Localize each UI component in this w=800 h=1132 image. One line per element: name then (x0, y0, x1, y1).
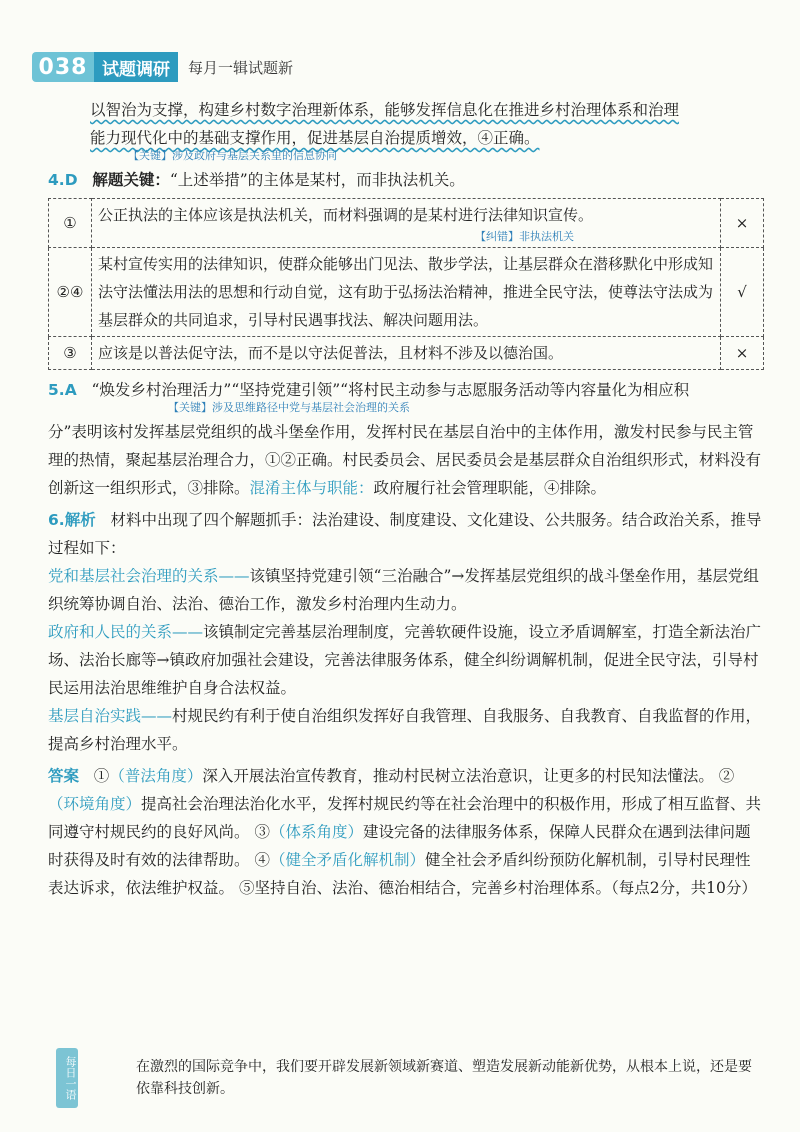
row-text: 公正执法的主体应该是执法机关，而材料强调的是某村进行法律知识宣传。 【纠错】非执法机关 (92, 199, 721, 248)
question-4-header: 4.D 解题关键：“上述举措”的主体是某村，而非执法机关。 (48, 171, 465, 189)
analysis-point: 党和基层社会治理的关系——该镇坚持党建引领“三治融合”→发挥基层党组织的战斗堡垒作用，基层党组织统筹协调自治、法治、德治工作，激发乡村治理内生动力。 (48, 567, 759, 613)
question-5-line-1: 5.A “焕发乡村治理活力”“坚持党建引领”“将村民主动参与志愿服务活动等内容量化为相应积 (48, 381, 690, 399)
question-5-note: 【关键】涉及思维路径中党与基层社会治理的关系 (168, 401, 410, 414)
check-mark: √ (721, 248, 764, 337)
table-row (49, 248, 764, 337)
analysis-point: 政府和人民的关系——该镇制定完善基层治理制度，完善软硬件设施，设立矛盾调解室，打造全新法治广场、法治长廊等→镇政府加强社会建设，完善法律服务体系，健全纠纷调解机制，促进全民守法，引导村民运用法治思维维护自身合法权益。 (48, 623, 762, 697)
daily-quote-tab: 每日一语 (56, 1048, 78, 1108)
intro-note: 【关键】涉及政府与基层关系里的信息协同 (128, 149, 337, 162)
question-6-intro: 6.解析 材料中出现了四个解题抓手：法治建设、制度建设、文化建设、公共服务。结合政治关系，推导过程如下： (48, 511, 762, 557)
question-5-body: 分”表明该村发挥基层党组织的战斗堡垒作用，发挥村民在基层自治中的主体作用，激发村民参与民主管理的热情，聚起基层治理合力，①②正确。村民委员会、居民委员会是基层群众自治组织形式，材料没有创新这一组织形式，③排除。混淆主体与职能：政府履行社会管理职能，④排除。 (48, 423, 762, 497)
page-number: 038 (32, 52, 94, 82)
row-label: ②④ (49, 248, 92, 337)
page-footer (56, 1048, 756, 1108)
wrong-mark: × (721, 337, 764, 370)
wrong-mark: × (721, 199, 764, 248)
table-row (49, 337, 764, 370)
row-label: ③ (49, 337, 92, 370)
header-subtitle: 每月一辑试题新 (188, 58, 294, 77)
score-note: （每点2分，共10分） (610, 879, 757, 897)
page-header (0, 50, 800, 84)
main-content (48, 96, 764, 902)
row-text: 某村宣传实用的法律知识，使群众能够出门见法、散步学法，让基层群众在潜移默化中形成知法守法懂法用法的思想和行动自觉，这有助于弘扬法治精神，推进全民守法，使尊法守法成为基层群众的共同追求，引导村民遇事找法、解决问题用法。 (92, 248, 721, 337)
row-note: 【纠错】非执法机关 (475, 230, 574, 243)
intro-line-1: 以智治为支撑，构建乡村数字治理新体系，能够发挥信息化在推进乡村治理体系和治理 (90, 101, 680, 119)
intro-line-2: 能力现代化中的基础支撑作用，促进基层自治提质增效，④正确。 (90, 129, 540, 147)
section-title: 试题调研 (94, 52, 178, 82)
answer-block: 答案 ①（普法角度）深入开展法治宣传教育，推动村民树立法治意识，让更多的村民知法懂法。 ②（环境角度）提高社会治理法治化水平，发挥村规民约等在社会治理中的积极作用，形成了相互监督、共同遵守村规民约的良好风尚。 ③（体系角度）建设完备的法律服务体系，保障人民群众在遇到法律问题时获得及时有效的法律帮助。 ④（健全矛盾化解机制）健全社会矛盾纠纷预防化解机制，引导村民理性表达诉求，依法维护权益。 ⑤坚持自治、法治、德治相结合，完善乡村治理体系。（每点2分，共10分） (48, 767, 762, 897)
answer-label: 答案 (48, 767, 80, 785)
daily-quote: 在激烈的国际竞争中，我们要开辟发展新领域新赛道、塑造发展新动能新优势，从根本上说，还是要依靠科技创新。 (136, 1059, 752, 1097)
analysis-table (48, 198, 764, 370)
row-text: 应该是以普法促守法，而不是以守法促普法，且材料不涉及以德治国。 (92, 337, 721, 370)
error-label: 混淆主体与职能： (249, 479, 374, 497)
analysis-point: 基层自治实践——村规民约有利于使自治组织发挥好自我管理、自我服务、自我教育、自我监督的作用，提高乡村治理水平。 (48, 707, 762, 753)
row-label: ① (49, 199, 92, 248)
table-row (49, 199, 764, 248)
